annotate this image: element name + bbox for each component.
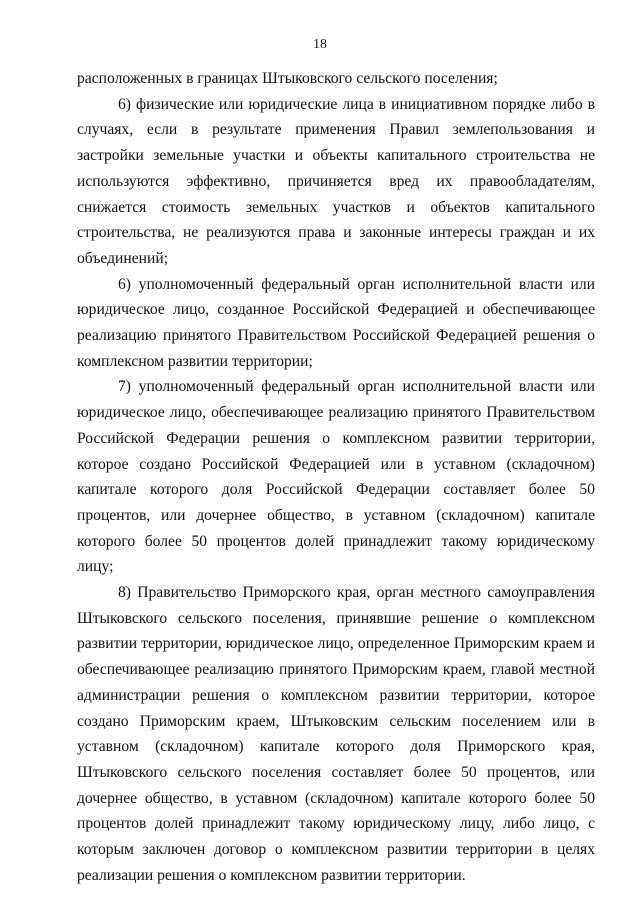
- document-body: [77, 66, 595, 889]
- paragraph-item-6b: 6) уполномоченный федеральный орган исполнительной власти или юридическое лицо, созданное Российской Федерацией и обеспечивающее реализацию принятого Правительством Российской Федерацией решения о комплексном развитии территории;: [77, 275, 595, 370]
- paragraph-item-7: 7) уполномоченный федеральный орган исполнительной власти или юридическое лицо, обеспечивающее реализацию принятого Правительством Российской Федерации решения о комплексном развитии территории, которое создано Российской Федерацией или в уставном (складочном) капитале которого доля Российской Федерации составляет более 50 процентов, или дочернее общество, в уставном (складочном) капитале которого более 50 процентов долей принадлежит такому юридическому лицу;: [77, 378, 595, 576]
- paragraph-item-8: 8) Правительство Приморского края, орган местного самоуправления Штыковского сельского поселения, принявшие решение о комплексном развитии территории, юридическое лицо, определенное Приморским краем и обеспечивающее реализацию принятого Приморским краем, главой местной администрации решения о комплексном развитии территории, которое создано Приморским краем, Штыковским сельским поселением или в уставном (складочном) капитале которого доля Приморского края, Штыковского сельского поселения составляет более 50 процентов, или дочернее общество, в уставном (складочном) капитале которого более 50 процентов долей принадлежит такому юридическому лицу, либо лицо, с которым заключен договор о комплексном развитии территории в целях реализации решения о комплексном развитии территории.: [77, 584, 595, 884]
- page-number: 18: [313, 37, 327, 52]
- paragraph-item-6a: 6) физические или юридические лица в инициативном порядке либо в случаях, если в результате применения Правил землепользования и застройки земельные участки и объекты капитального строительства не используются эффективно, причиняется вред их правообладателям, снижается стоимость земельных участков и объектов капитального строительства, не реализуются права и законные интересы граждан и их объединений;: [77, 95, 595, 267]
- paragraph-continuation: расположенных в границах Штыковского сельского поселения;: [77, 70, 498, 87]
